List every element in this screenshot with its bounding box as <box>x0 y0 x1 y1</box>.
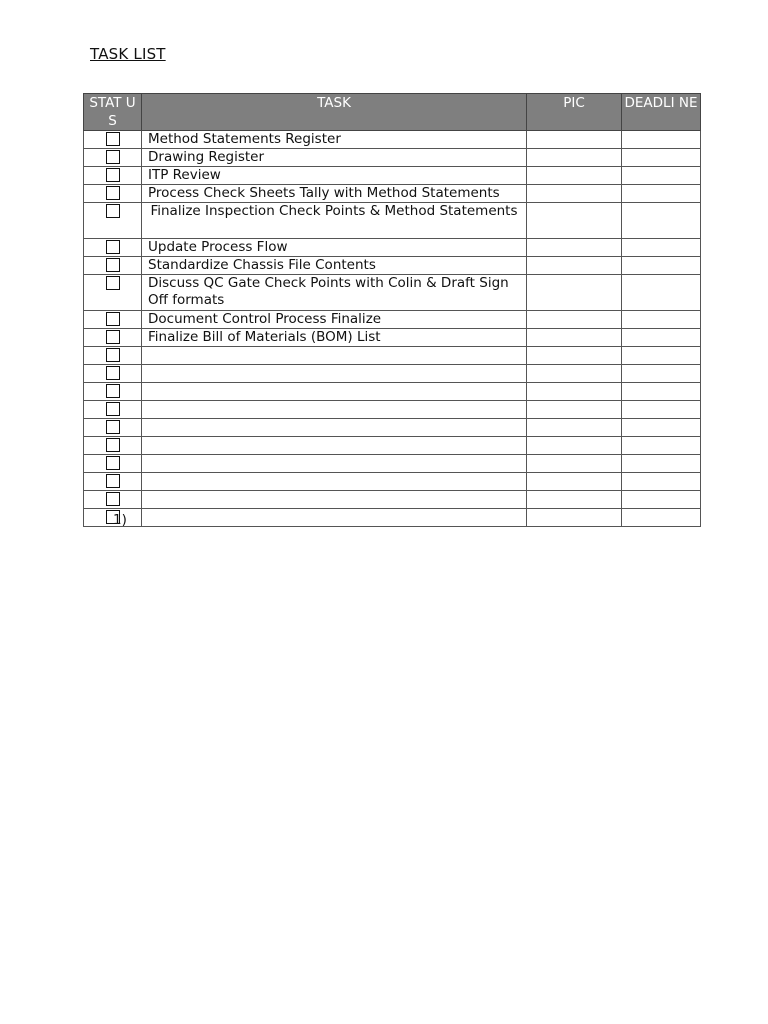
pic-cell <box>527 275 622 311</box>
pic-cell <box>527 437 622 455</box>
deadline-cell <box>622 257 701 275</box>
status-checkbox[interactable] <box>106 186 120 200</box>
task-cell: Update Process Flow <box>142 239 527 257</box>
task-cell: ITP Review <box>142 167 527 185</box>
status-checkbox[interactable] <box>106 150 120 164</box>
table-header-row <box>84 94 701 131</box>
deadline-cell <box>622 275 701 311</box>
header-pic: PIC <box>527 94 622 131</box>
task-cell <box>142 383 527 401</box>
status-checkbox[interactable] <box>106 348 120 362</box>
deadline-cell <box>622 365 701 383</box>
task-cell: Finalize Bill of Materials (BOM) List <box>142 329 527 347</box>
task-cell: Method Statements Register <box>142 131 527 149</box>
status-cell <box>84 437 142 455</box>
deadline-cell <box>622 131 701 149</box>
task-cell: Drawing Register <box>142 149 527 167</box>
task-cell <box>142 455 527 473</box>
status-cell <box>84 473 142 491</box>
status-cell <box>84 311 142 329</box>
status-checkbox[interactable] <box>106 456 120 470</box>
table-row <box>84 167 701 185</box>
header-status: STAT US <box>84 94 142 131</box>
deadline-cell <box>622 203 701 239</box>
deadline-cell <box>622 185 701 203</box>
status-checkbox[interactable] <box>106 168 120 182</box>
table-row <box>84 365 701 383</box>
task-cell: Standardize Chassis File Contents <box>142 257 527 275</box>
deadline-cell <box>622 455 701 473</box>
task-cell <box>142 365 527 383</box>
pic-cell <box>527 257 622 275</box>
table-row <box>84 437 701 455</box>
task-cell <box>142 509 527 527</box>
table-row <box>84 329 701 347</box>
status-checkbox[interactable] <box>106 492 120 506</box>
pic-cell <box>527 383 622 401</box>
status-checkbox[interactable] <box>106 258 120 272</box>
status-cell <box>84 365 142 383</box>
status-checkbox[interactable] <box>106 204 120 218</box>
task-cell: Finalize Inspection Check Points & Method Statements <box>142 203 527 239</box>
status-checkbox[interactable] <box>106 240 120 254</box>
task-cell <box>142 401 527 419</box>
status-checkbox[interactable] <box>106 366 120 380</box>
deadline-cell <box>622 491 701 509</box>
status-cell <box>84 455 142 473</box>
status-cell <box>84 419 142 437</box>
status-cell <box>84 185 142 203</box>
table-row <box>84 239 701 257</box>
table-row <box>84 311 701 329</box>
table-row <box>84 509 701 527</box>
deadline-cell <box>622 347 701 365</box>
status-cell <box>84 167 142 185</box>
deadline-cell <box>622 167 701 185</box>
status-cell <box>84 383 142 401</box>
task-cell <box>142 419 527 437</box>
status-checkbox[interactable] <box>106 132 120 146</box>
deadline-cell <box>622 329 701 347</box>
table-row <box>84 185 701 203</box>
table-row <box>84 455 701 473</box>
pic-cell <box>527 419 622 437</box>
status-checkbox[interactable] <box>106 312 120 326</box>
table-row <box>84 419 701 437</box>
status-checkbox[interactable] <box>106 420 120 434</box>
status-checkbox[interactable] <box>106 384 120 398</box>
pic-cell <box>527 239 622 257</box>
table-row <box>84 257 701 275</box>
status-checkbox[interactable] <box>106 402 120 416</box>
status-cell <box>84 239 142 257</box>
task-cell: Document Control Process Finalize <box>142 311 527 329</box>
task-cell <box>142 491 527 509</box>
table-row <box>84 473 701 491</box>
status-cell <box>84 491 142 509</box>
table-row <box>84 383 701 401</box>
table-row <box>84 275 701 311</box>
status-cell <box>84 149 142 167</box>
status-cell <box>84 131 142 149</box>
deadline-cell <box>622 473 701 491</box>
task-cell: Discuss QC Gate Check Points with Colin & Draft Sign Off formats <box>142 275 527 311</box>
table-row <box>84 203 701 239</box>
pic-cell <box>527 491 622 509</box>
status-cell <box>84 257 142 275</box>
pic-cell <box>527 347 622 365</box>
deadline-cell <box>622 509 701 527</box>
deadline-cell <box>622 149 701 167</box>
table-row <box>84 149 701 167</box>
status-checkbox[interactable] <box>106 276 120 290</box>
task-cell <box>142 437 527 455</box>
deadline-cell <box>622 437 701 455</box>
deadline-cell <box>622 239 701 257</box>
pic-cell <box>527 149 622 167</box>
table-row <box>84 491 701 509</box>
deadline-cell <box>622 311 701 329</box>
task-cell: Process Check Sheets Tally with Method Statements <box>142 185 527 203</box>
deadline-cell <box>622 401 701 419</box>
pic-cell <box>527 329 622 347</box>
pic-cell <box>527 455 622 473</box>
pic-cell <box>527 365 622 383</box>
task-cell <box>142 473 527 491</box>
footnote: 1) <box>113 512 127 528</box>
table-row <box>84 131 701 149</box>
pic-cell <box>527 509 622 527</box>
pic-cell <box>527 203 622 239</box>
status-cell <box>84 347 142 365</box>
task-table <box>83 93 701 527</box>
status-checkbox[interactable] <box>106 438 120 452</box>
header-deadline: DEADLI NE <box>622 94 701 131</box>
pic-cell <box>527 131 622 149</box>
status-checkbox[interactable] <box>106 330 120 344</box>
pic-cell <box>527 473 622 491</box>
pic-cell <box>527 311 622 329</box>
deadline-cell <box>622 419 701 437</box>
pic-cell <box>527 167 622 185</box>
table-row <box>84 401 701 419</box>
pic-cell <box>527 185 622 203</box>
status-cell <box>84 275 142 311</box>
status-cell <box>84 203 142 239</box>
header-task: TASK <box>142 94 527 131</box>
status-cell <box>84 329 142 347</box>
table-row <box>84 347 701 365</box>
deadline-cell <box>622 383 701 401</box>
pic-cell <box>527 401 622 419</box>
status-cell <box>84 401 142 419</box>
page-title: TASK LIST <box>90 45 166 63</box>
task-cell <box>142 347 527 365</box>
status-checkbox[interactable] <box>106 474 120 488</box>
